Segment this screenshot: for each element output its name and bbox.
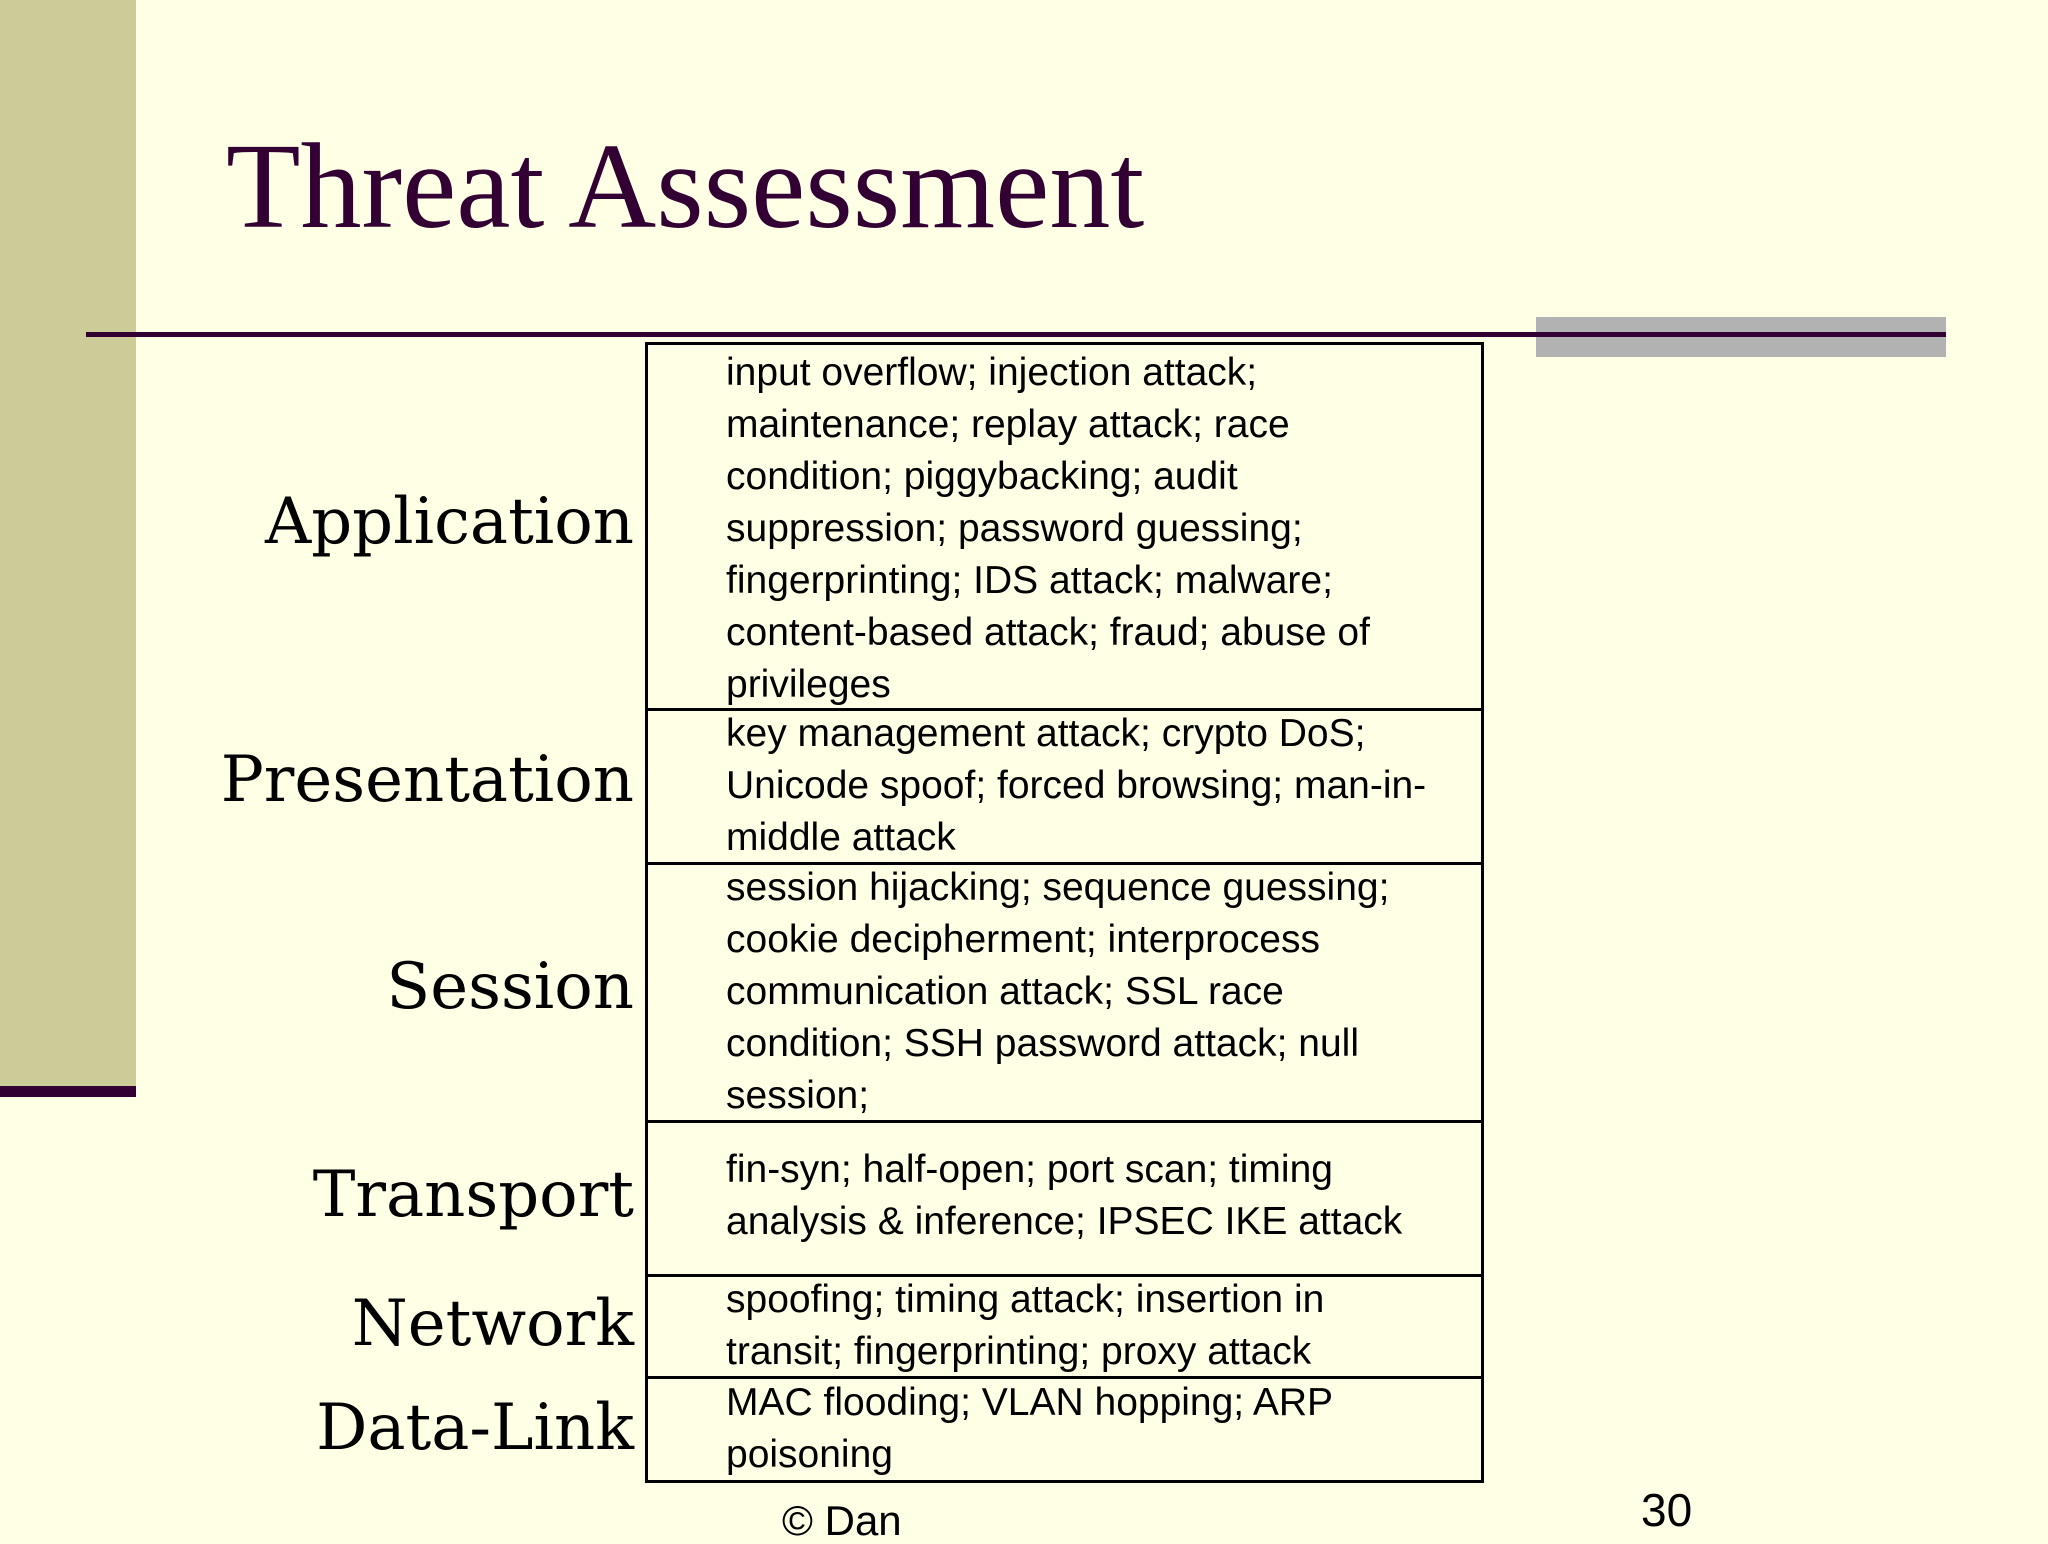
threat-row-transport — [648, 1120, 1481, 1277]
threat-text-data-link: MAC flooding; VLAN hopping; ARP poisoning — [726, 1381, 1334, 1476]
threat-row-session — [648, 862, 1481, 1123]
layer-label-network: Network — [351, 1287, 634, 1361]
threat-row-data-link — [648, 1376, 1481, 1480]
threat-row-network — [648, 1274, 1481, 1379]
layer-label-data-link: Data-Link — [316, 1391, 634, 1465]
threat-table — [645, 342, 1484, 1483]
layer-label-session: Session — [386, 950, 634, 1024]
layer-label-presentation: Presentation — [220, 743, 634, 817]
threat-text-transport: fin-syn; half-open; port scan; timing analysis & inference; IPSEC IKE attack — [726, 1148, 1403, 1243]
threat-row-application — [648, 345, 1481, 711]
threat-text-network: spoofing; timing attack; insertion in transit; fingerprinting; proxy attack — [726, 1278, 1325, 1373]
threat-text-session: session hijacking; sequence guessing; cookie decipherment; interprocess communication attack; SSL race condition; SSH password attack; null session; — [726, 866, 1390, 1117]
layer-labels — [0, 0, 634, 1536]
footer-copyright: © Dan — [782, 1497, 902, 1544]
layer-label-transport: Transport — [312, 1158, 634, 1232]
slide-number: 30 — [1641, 1484, 1693, 1536]
slide-title: Threat Assessment — [226, 119, 1145, 254]
title-divider-accent-line — [1536, 332, 1946, 337]
threat-text-application: input overflow; injection attack; maintenance; replay attack; race condition; piggybacking; audit suppression; password guessing; fingerprinting; IDS attack; malware; content-based attack; fraud; abuse of privileges — [726, 351, 1370, 706]
threat-text-presentation: key management attack; crypto DoS; Unicode spoof; forced browsing; man-in- middle attack — [726, 712, 1427, 859]
title-divider-accent — [1536, 317, 1946, 357]
layer-label-application: Application — [264, 485, 634, 559]
threat-row-presentation — [648, 708, 1481, 865]
